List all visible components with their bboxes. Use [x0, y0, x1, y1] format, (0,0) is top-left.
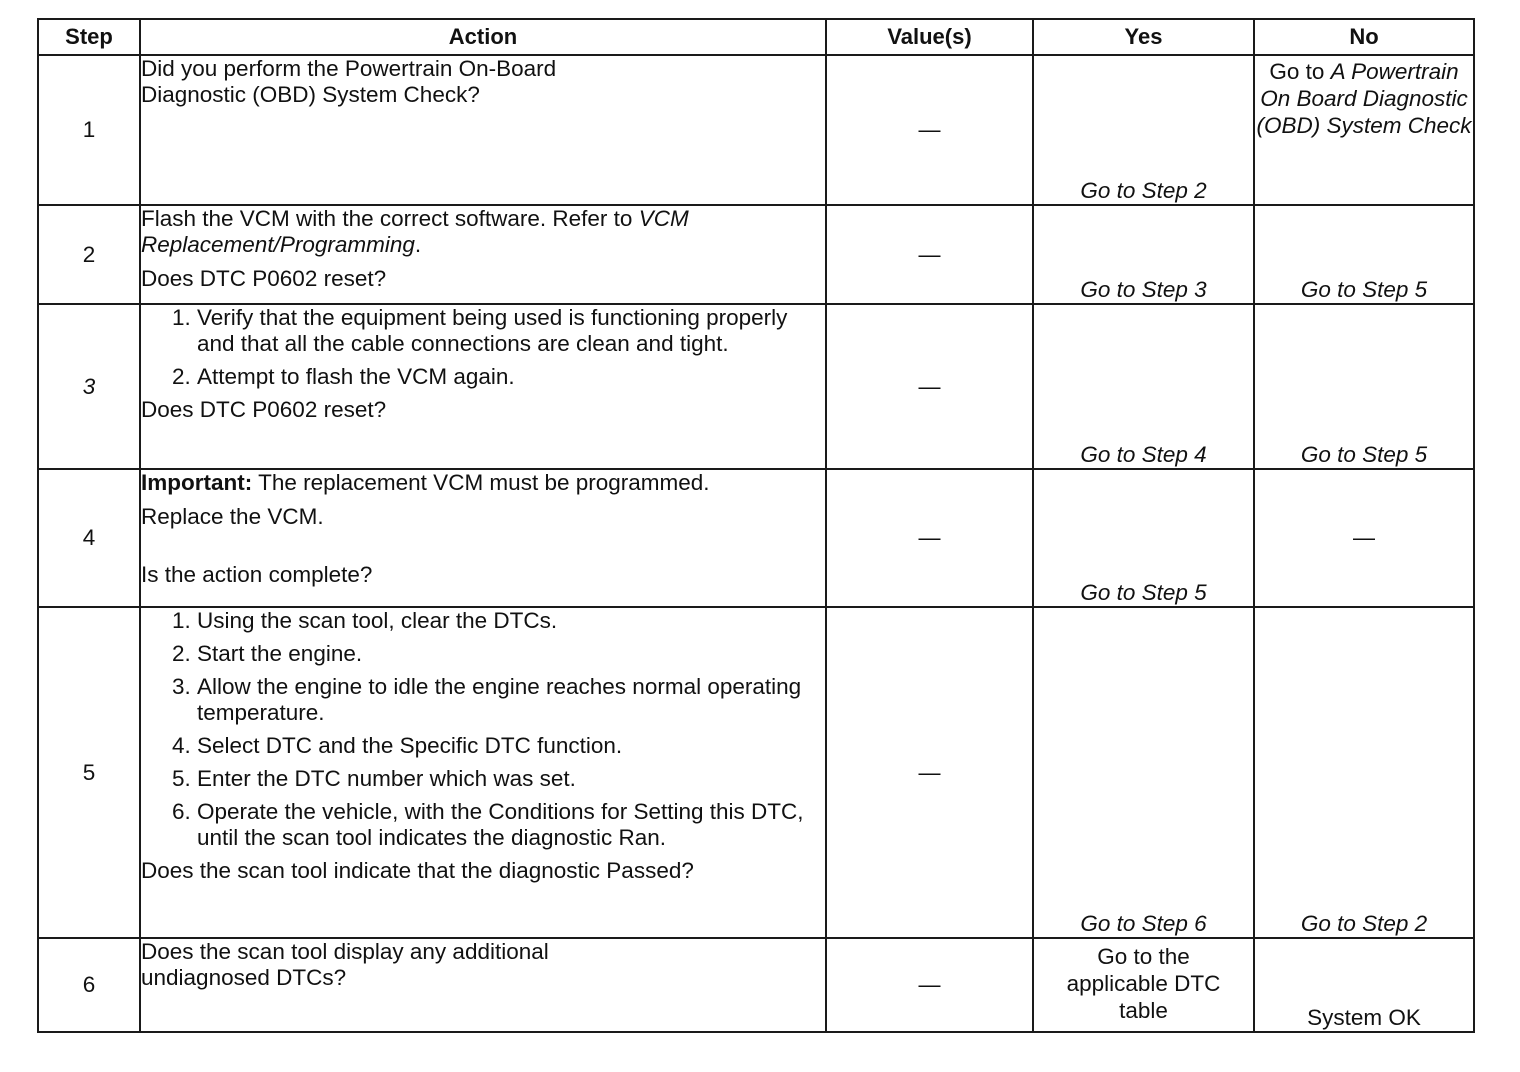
important-label: Important:	[141, 470, 253, 495]
header-no: No	[1254, 19, 1474, 55]
important-text: The replacement VCM must be programmed.	[252, 470, 710, 495]
action-text: Does the scan tool display any additional undiagnosed DTCs?	[141, 939, 549, 990]
no-cell	[1254, 938, 1474, 1032]
action-cell	[140, 304, 826, 469]
step-number: 6	[38, 938, 140, 1032]
header-values: Value(s)	[826, 19, 1033, 55]
yes-cell	[1033, 469, 1254, 607]
no-dash: —	[1353, 525, 1375, 550]
list-item: 6. Operate the vehicle, with the Conditions for Setting this DTC, until the scan tool indicates the diagnostic Ran.	[197, 799, 825, 851]
value-dash: —	[918, 373, 941, 399]
table-row	[38, 607, 1474, 938]
table-row	[38, 55, 1474, 205]
no-cell	[1254, 55, 1474, 205]
list-item: 1. Using the scan tool, clear the DTCs.	[197, 608, 825, 634]
diagnostic-table	[37, 18, 1475, 1033]
header-step: Step	[38, 19, 140, 55]
important-note	[141, 470, 825, 496]
action-cell	[140, 55, 826, 205]
action-text: Did you perform the Powertrain On-Board Diagnostic (OBD) System Check?	[141, 56, 557, 107]
procedure-list	[141, 608, 825, 851]
yes-text: Go to the applicable DTC table	[1066, 944, 1221, 1023]
action-cell	[140, 469, 826, 607]
value-dash: —	[918, 241, 941, 267]
value-cell	[826, 938, 1033, 1032]
value-cell	[826, 469, 1033, 607]
no-text: System OK	[1307, 1005, 1421, 1030]
no-cell	[1254, 607, 1474, 938]
step-number: 5	[38, 607, 140, 938]
yes-cell	[1033, 938, 1254, 1032]
list-item: 1. Verify that the equipment being used is functioning properly and that all the cable connections are clean and tight.	[197, 305, 825, 357]
no-cell	[1254, 304, 1474, 469]
header-action: Action	[140, 19, 826, 55]
action-text	[141, 206, 825, 258]
action-cell	[140, 607, 826, 938]
table-row	[38, 304, 1474, 469]
list-item: 3. Allow the engine to idle the engine reaches normal operating temperature.	[197, 674, 825, 726]
table-header-row	[38, 19, 1474, 55]
no-link[interactable]: A Powertrain On Board Diagnostic (OBD) System Check	[1256, 59, 1472, 138]
step-number: 3	[38, 304, 140, 469]
yes-cell	[1033, 304, 1254, 469]
table-row	[38, 938, 1474, 1032]
reference-link[interactable]: VCM Replacement/Programming	[141, 206, 689, 257]
yes-link[interactable]: Go to Step 5	[1080, 580, 1207, 605]
value-dash: —	[918, 525, 941, 550]
no-cell	[1254, 469, 1474, 607]
no-link[interactable]: Go to Step 5	[1300, 277, 1428, 302]
value-cell	[826, 304, 1033, 469]
action-cell	[140, 938, 826, 1032]
action-text-b: .	[414, 232, 422, 257]
question-text: Does the scan tool indicate that the diagnostic Passed?	[141, 858, 694, 883]
yes-link[interactable]: Go to Step 6	[1080, 911, 1207, 936]
yes-link[interactable]: Go to Step 3	[1080, 277, 1207, 302]
value-cell	[826, 607, 1033, 938]
yes-cell	[1033, 55, 1254, 205]
no-link[interactable]: Go to Step 5	[1300, 442, 1428, 467]
action-text-a: Flash the VCM with the correct software. Refer to	[141, 206, 639, 231]
value-dash: —	[918, 759, 941, 785]
question-text: Does DTC P0602 reset?	[141, 397, 387, 422]
step-number: 1	[38, 55, 140, 205]
header-yes: Yes	[1033, 19, 1254, 55]
table-row	[38, 469, 1474, 607]
value-dash: —	[918, 117, 941, 142]
yes-cell	[1033, 607, 1254, 938]
yes-link[interactable]: Go to Step 4	[1080, 442, 1207, 467]
step-number: 2	[38, 205, 140, 304]
question-text: Does DTC P0602 reset?	[141, 266, 387, 291]
list-item: 5. Enter the DTC number which was set.	[197, 766, 825, 792]
list-item: 2. Attempt to flash the VCM again.	[197, 364, 825, 390]
action-cell	[140, 205, 826, 304]
list-item: 4. Select DTC and the Specific DTC function.	[197, 733, 825, 759]
yes-link[interactable]: Go to Step 2	[1080, 178, 1207, 203]
no-cell	[1254, 205, 1474, 304]
value-cell	[826, 205, 1033, 304]
no-link[interactable]: Go to Step 2	[1300, 911, 1428, 936]
yes-cell	[1033, 205, 1254, 304]
value-dash: —	[918, 972, 941, 997]
step-number: 4	[38, 469, 140, 607]
list-item: 2. Start the engine.	[197, 641, 825, 667]
no-prefix: Go to	[1269, 59, 1331, 84]
question-text: Is the action complete?	[141, 562, 373, 587]
action-text: Replace the VCM.	[141, 504, 324, 529]
table-row	[38, 205, 1474, 304]
value-cell	[826, 55, 1033, 205]
procedure-list	[141, 305, 825, 390]
